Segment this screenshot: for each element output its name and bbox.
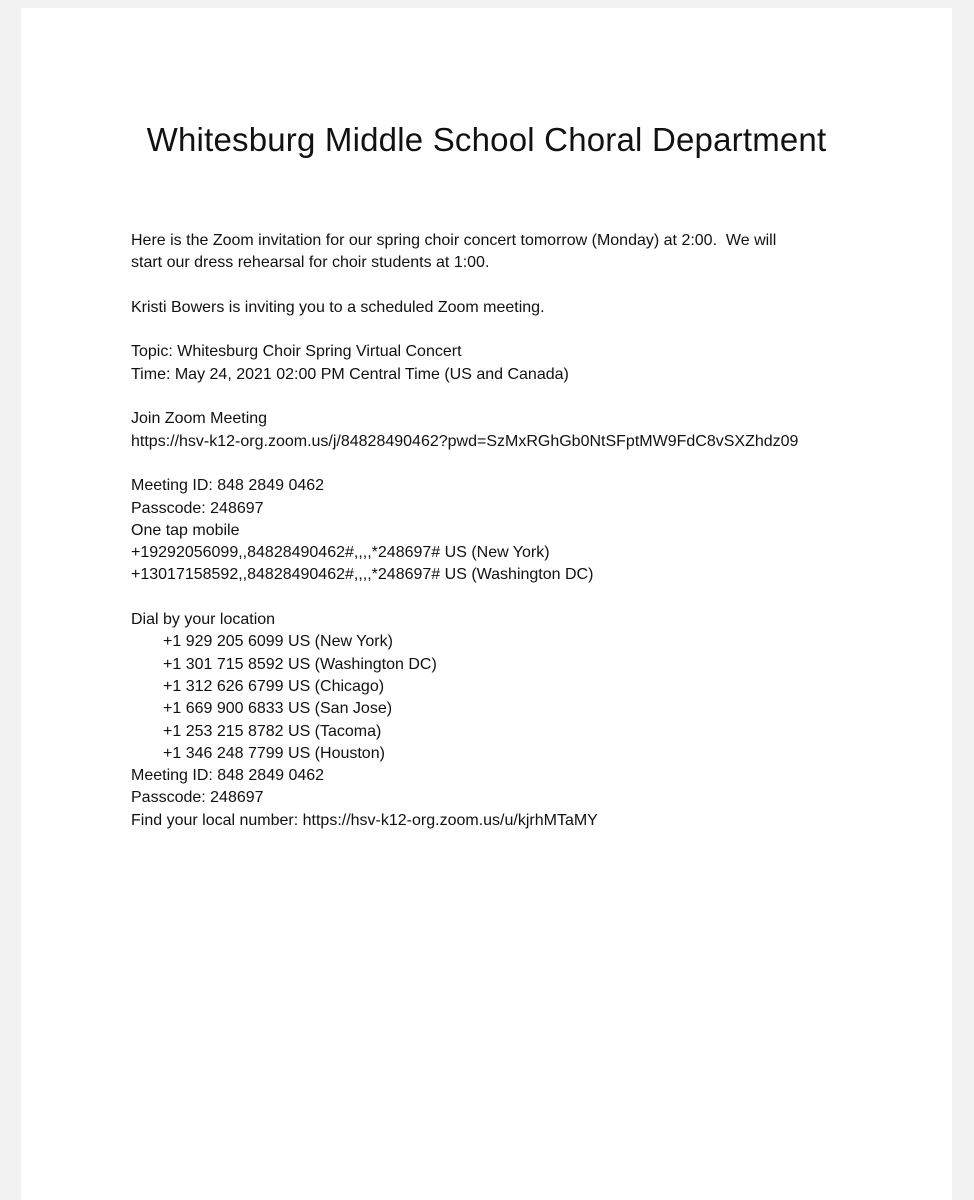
- spacer: [131, 319, 861, 341]
- passcode: Passcode: 248697: [131, 499, 264, 517]
- one-tap-number[interactable]: +19292056099,,84828490462#,,,,*248697# US (New York): [131, 544, 550, 562]
- dial-number[interactable]: +1 346 248 7799 US (Houston): [163, 744, 385, 762]
- spacer: [131, 587, 861, 609]
- spacer: [131, 386, 861, 408]
- intro-line-2: start our dress rehearsal for choir students at 1:00.: [131, 254, 490, 272]
- local-number-link[interactable]: Find your local number: https://hsv-k12-org.zoom.us/u/kjrhMTaMY: [131, 811, 598, 829]
- one-tap-number[interactable]: +13017158592,,84828490462#,,,,*248697# US (Washington DC): [131, 566, 594, 584]
- intro-line-1: Here is the Zoom invitation for our spring choir concert tomorrow (Monday) at 2:00. We will: [131, 232, 777, 249]
- meeting-time: Time: May 24, 2021 02:00 PM Central Time (US and Canada): [131, 365, 569, 383]
- page-title: Whitesburg Middle School Choral Department: [146, 121, 827, 158]
- meeting-id-repeat: Meeting ID: 848 2849 0462: [131, 767, 325, 785]
- dial-heading: Dial by your location: [131, 611, 276, 629]
- document-page: [21, 8, 952, 1200]
- one-tap-heading: One tap mobile: [131, 521, 240, 539]
- dial-number[interactable]: +1 253 215 8782 US (Tacoma): [163, 722, 382, 740]
- join-heading: Join Zoom Meeting: [131, 410, 268, 428]
- dial-number[interactable]: +1 312 626 6799 US (Chicago): [163, 677, 385, 695]
- document-body: [131, 230, 861, 832]
- spacer: [131, 275, 861, 297]
- spacer: [131, 453, 861, 475]
- meeting-topic: Topic: Whitesburg Choir Spring Virtual Concert: [131, 343, 462, 361]
- dial-number[interactable]: +1 929 205 6099 US (New York): [163, 633, 393, 651]
- dial-number[interactable]: +1 301 715 8592 US (Washington DC): [163, 655, 437, 673]
- meeting-id: Meeting ID: 848 2849 0462: [131, 477, 325, 495]
- invite-line: Kristi Bowers is inviting you to a scheduled Zoom meeting.: [131, 298, 545, 316]
- passcode-repeat: Passcode: 248697: [131, 789, 264, 807]
- dial-number[interactable]: +1 669 900 6833 US (San Jose): [163, 700, 393, 718]
- join-url-link[interactable]: https://hsv-k12-org.zoom.us/j/84828490462?pwd=SzMxRGhGb0NtSFptMW9FdC8vSXZhdz09: [131, 432, 799, 450]
